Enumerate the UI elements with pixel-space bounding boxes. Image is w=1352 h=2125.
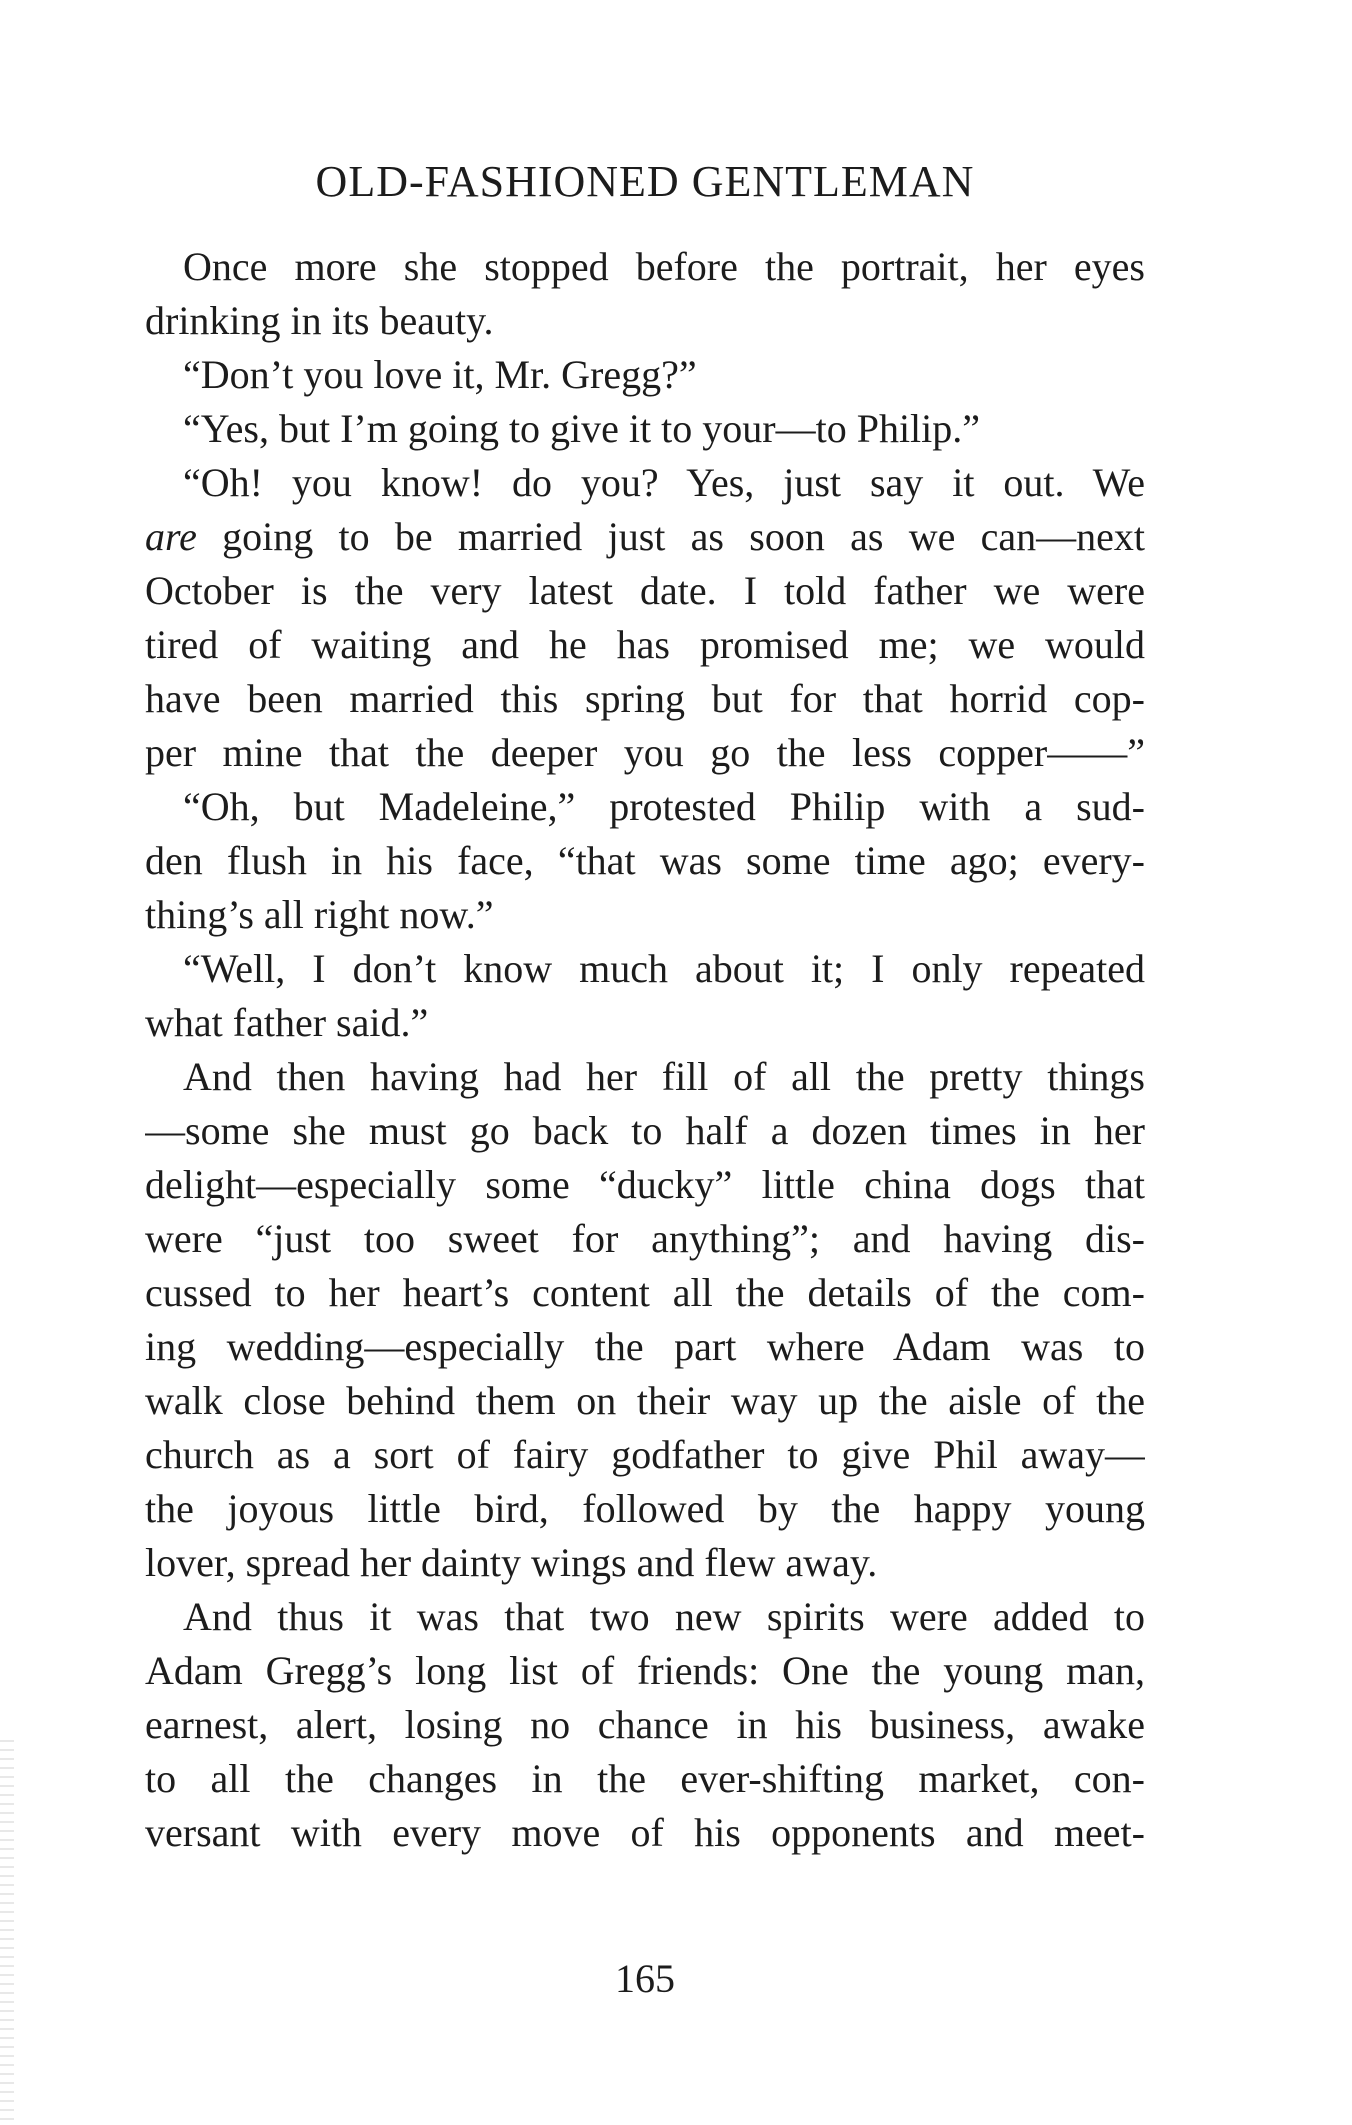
- text-line: —some she must go back to half a dozen times in her: [145, 1108, 1145, 1153]
- body-text: [145, 240, 1145, 1860]
- text-line: “Well, I don’t know much about it; I only repeated: [183, 946, 1145, 991]
- text-line: Adam Gregg’s long list of friends: One the young man,: [145, 1648, 1145, 1693]
- text-line: per mine that the deeper you go the less copper——”: [145, 730, 1145, 775]
- text-line: Once more she stopped before the portrait, her eyes: [183, 244, 1145, 289]
- text-line: what father said.”: [145, 1000, 429, 1045]
- text-line: versant with every move of his opponents and meet-: [145, 1810, 1145, 1855]
- emphasis-word: are: [145, 514, 197, 559]
- text-line: den flush in his face, “that was some time ago; every-: [145, 838, 1145, 883]
- text-line: “Oh, but Madeleine,” protested Philip with a sud-: [183, 784, 1145, 829]
- text-line: lover, spread her dainty wings and flew away.: [145, 1540, 878, 1585]
- text-line: cussed to her heart’s content all the details of the com-: [145, 1270, 1145, 1315]
- text-line: delight—especially some “ducky” little china dogs that: [145, 1162, 1145, 1207]
- text-line: to all the changes in the ever-shifting market, con-: [145, 1756, 1145, 1801]
- page-number: 165: [615, 1956, 675, 2001]
- text-line: were “just too sweet for anything”; and having dis-: [145, 1216, 1145, 1261]
- text-line: “Yes, but I’m going to give it to your—to Philip.”: [183, 406, 981, 451]
- text-line: tired of waiting and he has promised me; we would: [145, 622, 1145, 667]
- text-line: have been married this spring but for that horrid cop-: [145, 676, 1145, 721]
- running-head: OLD-FASHIONED GENTLEMAN: [315, 157, 975, 206]
- text-line: walk close behind them on their way up the aisle of the: [145, 1378, 1145, 1423]
- text-line: thing’s all right now.”: [145, 892, 494, 937]
- text-line: “Oh! you know! do you? Yes, just say it out. We: [183, 460, 1145, 505]
- text-line: earnest, alert, losing no chance in his business, awake: [145, 1702, 1145, 1747]
- text-line: are going to be married just as soon as we can—next: [145, 514, 1145, 559]
- text-line: the joyous little bird, followed by the happy young: [145, 1486, 1145, 1531]
- text-line: church as a sort of fairy godfather to give Phil away—: [145, 1432, 1145, 1477]
- text-line: And thus it was that two new spirits were added to: [183, 1594, 1145, 1639]
- text-line: And then having had her fill of all the pretty things: [183, 1054, 1145, 1099]
- binding-edge-shadow: [0, 1740, 14, 2125]
- text-line: “Don’t you love it, Mr. Gregg?”: [183, 352, 697, 397]
- text-line: drinking in its beauty.: [145, 298, 494, 343]
- text-line: October is the very latest date. I told father we were: [145, 568, 1145, 613]
- text-line: ing wedding—especially the part where Adam was to: [145, 1324, 1145, 1369]
